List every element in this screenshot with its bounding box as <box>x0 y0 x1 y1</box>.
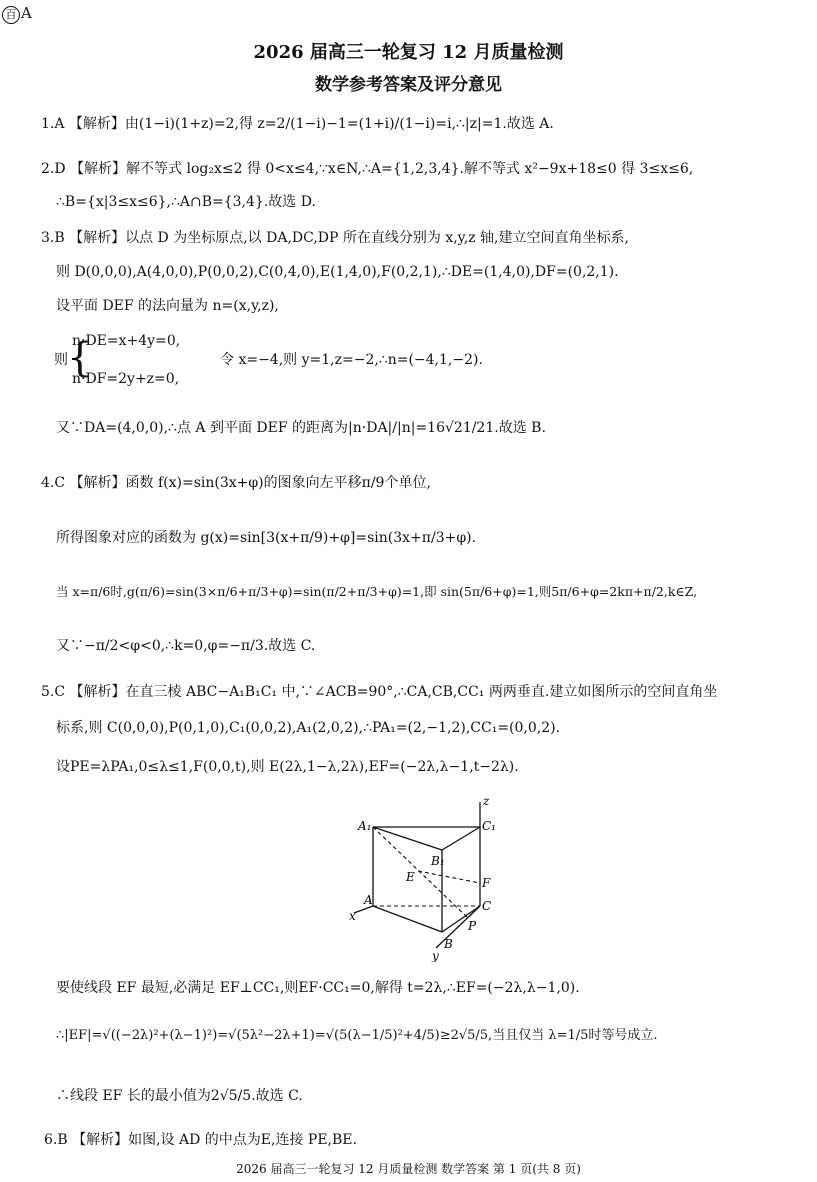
q4-line-4: 又∵−π/2<φ<0,∴k=0,φ=−π/3.故选 C. <box>56 638 316 654</box>
edge-B1C1 <box>442 827 480 850</box>
segment-A1P-dashed <box>373 827 468 918</box>
label-C: C <box>482 899 492 913</box>
label-B: B <box>444 937 453 951</box>
q5-line-1: 5.C 【解析】在直三棱 ABC−A₁B₁C₁ 中,∵∠ACB=90°,∴CA,CB,CC₁ 两两垂直.建立如图所示的空间直角坐 <box>41 684 718 700</box>
label-B1: B₁ <box>431 854 445 868</box>
label-z: z <box>483 794 490 808</box>
q5-line-2: 标系,则 C(0,0,0),P(0,1,0),C₁(0,0,2),A₁(2,0,2),∴PA₁=(2,−1,2),CC₁=(0,0,2). <box>56 720 561 736</box>
label-y: y <box>432 949 439 962</box>
edge-A1B1 <box>373 827 442 850</box>
label-A1: A₁ <box>358 819 372 833</box>
page-footer: 2026 届高三一轮复习 12 月质量检测 数学答案 第 1 页(共 8 页) <box>236 1162 581 1176</box>
q1-line: 1.A 【解析】由(1−i)(1+z)=2,得 z=2/(1−i)−1=(1+i)/(1−i)=i,∴|z|=1.故选 A. <box>41 116 554 132</box>
label-P: P <box>468 919 477 933</box>
q6-line-1: 6.B 【解析】如图,设 AD 的中点为E,连接 PE,BE. <box>44 1132 357 1148</box>
doc-subtitle: 数学参考答案及评分意见 <box>315 75 502 95</box>
q4-line-2: 所得图象对应的函数为 g(x)=sin[3(x+π/9)+φ]=sin(3x+π/3+φ). <box>56 530 477 546</box>
q5-line-4: 要使线段 EF 最短,必满足 EF⊥CC₁,则EF·CC₁=0,解得 t=2λ,∴EF=(−2λ,λ−1,0). <box>56 980 580 996</box>
q3-line-dist: 又∵DA=(4,0,0),∴点 A 到平面 DEF 的距离为|n·DA|/|n|=16√21/21.故选 B. <box>56 420 546 436</box>
segment-EF-dashed <box>418 871 480 883</box>
q3-line-1: 3.B 【解析】以点 D 为坐标原点,以 DA,DC,DP 所在直线分别为 x,y,z 轴,建立空间直角坐标系, <box>41 230 629 246</box>
brace: { <box>67 335 93 381</box>
q3-system-eq-2: n·DF=2y+z=0, <box>72 371 180 387</box>
page-badge <box>2 4 32 24</box>
q2-line-1: 2.D 【解析】解不等式 log₂x≤2 得 0<x≤4,∵x∈N,∴A={1,2,3,4}.解不等式 x²−9x+18≤0 得 3≤x≤6, <box>41 161 694 177</box>
q2-line-2: ∴B={x|3≤x≤6},∴A∩B={3,4}.故选 D. <box>56 194 316 210</box>
q3-let: 令 x=−4,则 y=1,z=−2,∴n=(−4,1,−2). <box>220 352 483 368</box>
label-A: A <box>364 893 373 907</box>
x-axis <box>354 906 373 913</box>
label-E: E <box>406 870 415 884</box>
q3-line-2: 则 D(0,0,0),A(4,0,0),P(0,0,2),C(0,4,0),E(1,4,0),F(0,2,1),∴DE=(1,4,0),DF=(0,2,1). <box>56 264 619 280</box>
q3-system-eq-1: n·DE=x+4y=0, <box>72 333 181 349</box>
q4-line-1: 4.C 【解析】函数 f(x)=sin(3x+φ)的图象向左平移π/9个单位, <box>41 475 431 491</box>
q5-line-3: 设PE=λPA₁,0≤λ≤1,F(0,0,t),则 E(2λ,1−λ,2λ),EF=(−2λ,λ−1,t−2λ). <box>56 759 519 775</box>
edge-AB <box>373 906 442 932</box>
prism-figure <box>340 790 510 962</box>
q5-line-6: ∴线段 EF 长的最小值为2√5/5.故选 C. <box>56 1088 303 1104</box>
doc-title: 2026 届高三一轮复习 12 月质量检测 <box>253 42 564 63</box>
q5-line-5: ∴|EF|=√((−2λ)²+(λ−1)²)=√(5λ²−2λ+1)=√(5(λ−1/5)²+4/5)≥2√5/5,当且仅当 λ=1/5时等号成立. <box>56 1028 658 1043</box>
q4-line-3: 当 x=π/6时,g(π/6)=sin(3×π/6+π/3+φ)=sin(π/2+π/3+φ)=1,即 sin(5π/6+φ)=1,则5π/6+φ=2kπ+π/2,k∈Z, <box>56 584 698 599</box>
q3-then: 则 <box>54 352 68 368</box>
label-x: x <box>349 909 356 923</box>
q3-line-3: 设平面 DEF 的法向量为 n=(x,y,z), <box>56 298 279 314</box>
badge-letter: A <box>21 4 32 22</box>
label-C1: C₁ <box>482 819 496 833</box>
badge-char: 百 <box>2 6 20 24</box>
label-F: F <box>482 876 491 890</box>
